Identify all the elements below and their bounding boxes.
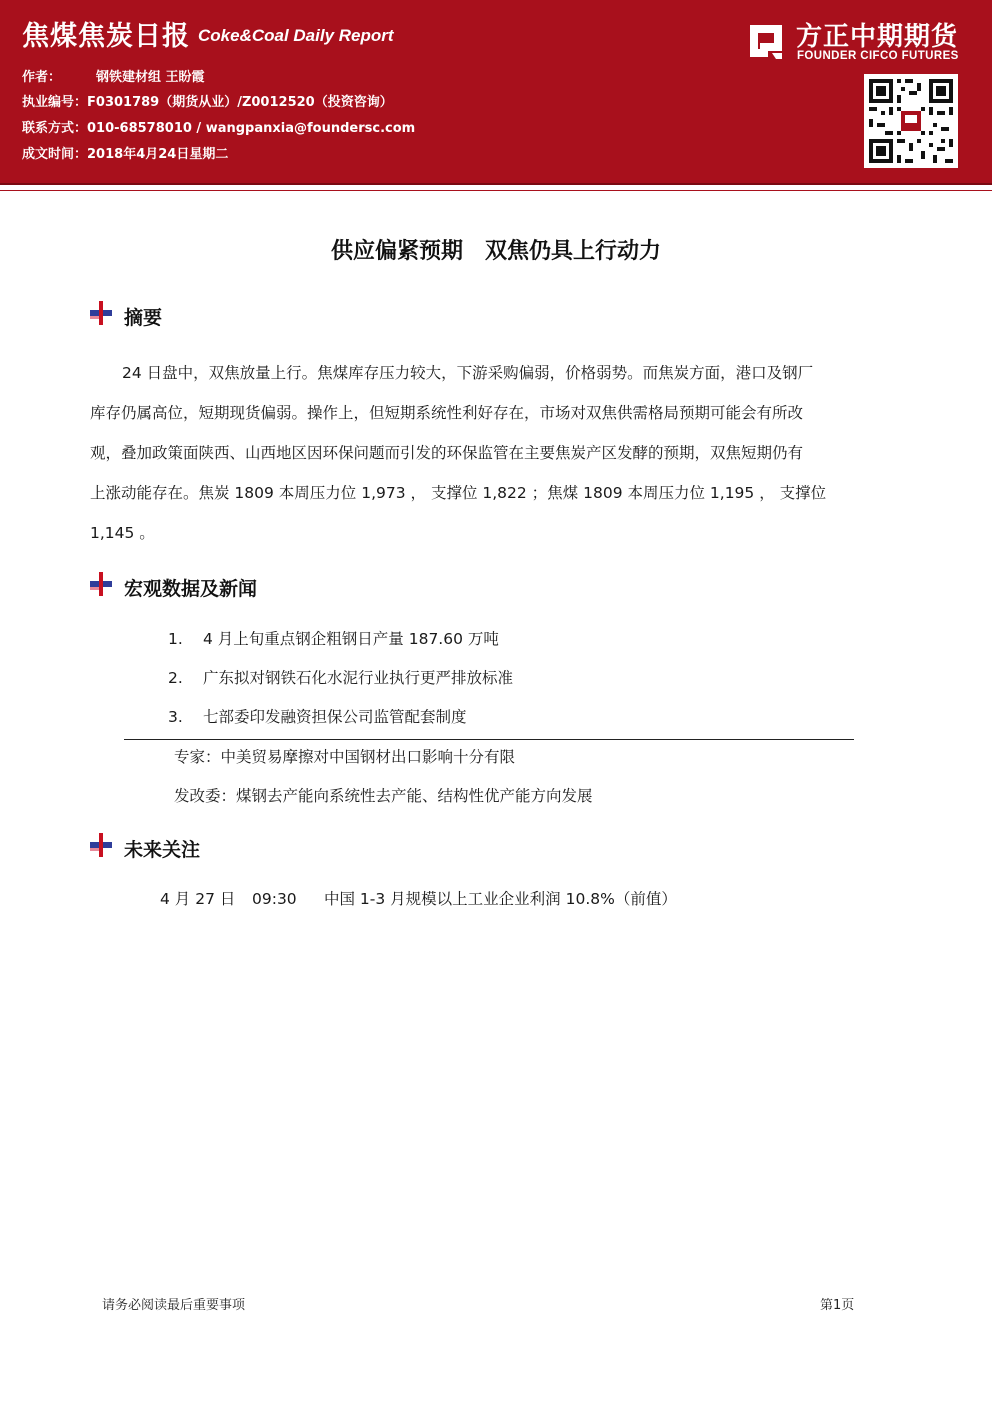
footer-notice: 请务必阅读最后重要事项	[102, 1298, 246, 1313]
summary-line: 24 日盘中，双焦放量上行。焦煤库存压力较大，下游采购偏弱，价格弱势。而焦炭方面，港口及钢厂	[122, 364, 814, 382]
section-bullet-icon	[90, 572, 112, 596]
header-divider	[0, 183, 992, 185]
summary-line: 观，叠加政策面陕西、山西地区因环保问题而引发的环保监管在主要焦炭产区发酵的预期，双焦短期仍有	[90, 444, 804, 462]
document-title: 供应偏紧预期 双焦仍具上行动力	[330, 239, 661, 264]
logo-text-en: FOUNDER CIFCO FUTURES	[797, 50, 959, 62]
summary-line: 1,145 。	[90, 524, 155, 542]
section-title-future: 未来关注	[124, 839, 201, 861]
section-title-macro: 宏观数据及新闻	[124, 578, 258, 600]
news-line: 发改委：煤钢去产能向系统性去产能、结构性优产能方向发展	[174, 787, 593, 805]
logo-text-cn: 方正中期期货	[796, 22, 959, 52]
founder-logo-icon	[746, 21, 786, 61]
date-label: 成文时间：	[22, 147, 88, 162]
summary-line: 上涨动能存在。焦炭 1809 本周压力位 1,973 ， 支撑位 1,822 ；焦煤 1809 本周压力位 1,195 ， 支撑位	[90, 484, 827, 502]
list-item-number: 1.	[168, 630, 183, 648]
author-row	[22, 66, 205, 85]
qr-code-icon	[864, 74, 958, 168]
author-value: 钢铁建材组 王盼霞	[96, 70, 205, 85]
contact-value: 010-68578010 / wangpanxia@foundersc.com	[87, 121, 416, 136]
news-line: 专家：中美贸易摩擦对中国钢材出口影响十分有限	[174, 748, 516, 766]
event-text: 中国 1-3 月规模以上工业企业利润 10.8%（前值）	[324, 890, 677, 908]
list-item-number: 3.	[168, 708, 183, 726]
report-header	[0, 0, 992, 183]
header-divider-thin	[0, 190, 992, 191]
contact-label: 联系方式：	[22, 121, 88, 136]
license-label: 执业编号：	[22, 95, 88, 110]
list-item	[168, 666, 513, 688]
license-value: F0301789（期货从业）/Z0012520（投资咨询）	[87, 95, 393, 110]
section-bullet-icon	[90, 301, 112, 325]
list-item	[168, 705, 467, 727]
list-item	[168, 627, 499, 649]
author-label: 作者：	[22, 70, 62, 85]
section-title-summary: 摘要	[124, 307, 163, 329]
summary-line: 库存仍属高位，短期现货偏弱。操作上，但短期系统性利好存在，市场对双焦供需格局预期可能会有所改	[90, 404, 804, 422]
report-title: 焦煤焦炭日报	[22, 21, 190, 52]
list-item-text: 广东拟对钢铁石化水泥行业执行更严排放标准	[203, 669, 514, 687]
news-divider	[124, 739, 854, 740]
event-date: 4 月 27 日	[160, 890, 236, 908]
date-row	[22, 143, 228, 162]
list-item-text: 4 月上旬重点钢企粗钢日产量 187.60 万吨	[203, 630, 499, 648]
report-title-en: Coke&Coal Daily Report	[198, 26, 394, 45]
page-number: 第1页	[820, 1298, 855, 1313]
calendar-event	[160, 887, 677, 909]
list-item-number: 2.	[168, 669, 183, 687]
section-bullet-icon	[90, 833, 112, 857]
contact-row	[22, 117, 415, 136]
date-value: 2018年4月24日星期二	[87, 147, 229, 162]
list-item-text: 七部委印发融资担保公司监管配套制度	[203, 708, 467, 726]
event-time: 09:30	[252, 890, 297, 908]
license-row	[22, 91, 393, 110]
